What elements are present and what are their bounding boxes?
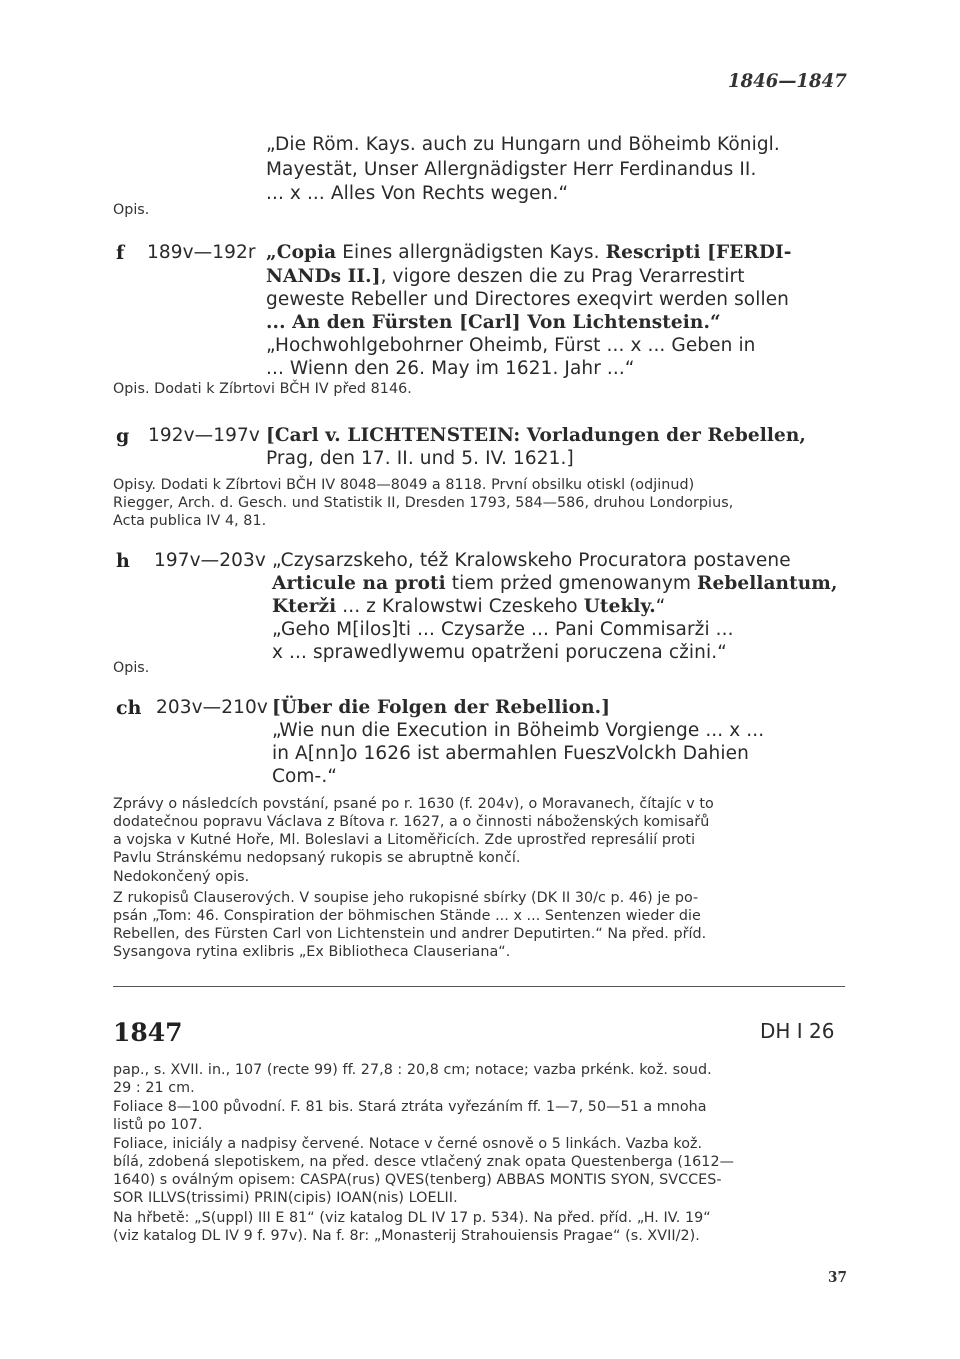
entry-line: [Über die Folgen der Rebellion.] (272, 697, 611, 718)
text: tiem prżed gmenowanym (445, 573, 697, 594)
description-line: Na hřbetě: „S(uppl) III E 81“ (viz katalog DL IV 17 p. 534). Na před. příd. „H. IV. 19“ (113, 1210, 711, 1226)
description-line: pap., s. XVII. in., 107 (recte 99) ff. 27,8 : 20,8 cm; notace; vazba prkénk. kož. soud. (113, 1062, 712, 1078)
quote-line-1: „Die Röm. Kays. auch zu Hungarn und Böheimb Königl. (266, 134, 780, 155)
text: ... z Kralowstwi Czeskeho (336, 596, 584, 617)
folio-range: 192v—197v (148, 425, 260, 446)
opis-label: Opis. (113, 660, 150, 676)
note-line: psán „Tom: 46. Conspiration der böhmischen Stände ... x ... Sentenzen wieder die (113, 908, 701, 924)
description-line: Foliace, iniciály a nadpisy červené. Notace v černé osnově o 5 linkách. Vazba kož. (113, 1136, 703, 1152)
folio-range: 203v—210v (156, 697, 268, 718)
entry-line: ... An den Fürsten [Carl] Von Lichtenstein.“ (266, 312, 721, 333)
text: , vigore deszen die zu Prag Verarrestirt (380, 266, 745, 287)
description-line: bílá, zdobená slepotiskem, na před. desce vtlačený znak opata Questenberga (1612— (113, 1154, 734, 1170)
description-line: listů po 107. (113, 1117, 203, 1133)
opis-label: Opis. (113, 202, 150, 218)
record-number: 1847 (113, 1018, 183, 1047)
entry-line: [Carl v. LICHTENSTEIN: Vorladungen der Rebellen, (266, 425, 806, 446)
entry-line: „Czysarzskeho, též Kralowskeho Procuratora postavene (272, 550, 791, 571)
entry-line: in A[nn]o 1626 ist abermahlen FueszVolckh Dahien (272, 743, 749, 764)
description-line: (viz katalog DL IV 9 f. 97v). Na f. 8r: „Monasterij Strahouiensis Pragae“ (s. XVII/2). (113, 1228, 700, 1244)
opis-note-line: Riegger, Arch. d. Gesch. und Statistik II, Dresden 1793, 584—586, druhou Londorpius, (113, 495, 734, 511)
entry-letter: ch (116, 697, 142, 719)
page-number: 37 (828, 1268, 847, 1286)
entry-letter: g (116, 425, 130, 447)
entry-line: geweste Rebeller und Directores exeqvirt werden sollen (266, 289, 790, 310)
entry-line: „Geho M[ilos]ti ... Czysarže ... Pani Commisarži ... (272, 619, 734, 640)
text: “ (655, 596, 666, 617)
record-signature: DH I 26 (760, 1019, 835, 1043)
bold-text: Articule na proti (272, 573, 446, 594)
description-line: 29 : 21 cm. (113, 1080, 195, 1096)
note-line: Pavlu Stránskému nedopsaný rukopis se abruptně končí. (113, 850, 521, 866)
bold-text: Rebellantum, (696, 573, 838, 594)
bold-text: Rescripti [FERDI- (605, 242, 792, 263)
running-header: 1846—1847 (728, 70, 847, 92)
note-line: Z rukopisů Clauserových. V soupise jeho rukopisné sbírky (DK II 30/c p. 46) je po- (113, 890, 699, 906)
quote-line-3: ... x ... Alles Von Rechts wegen.“ (266, 183, 569, 204)
entry-line (266, 266, 745, 287)
note-line: dodatečnou popravu Václava z Bítova r. 1627, a o činnosti náboženských komisařů (113, 814, 710, 830)
text: Eines allergnädigsten Kays. (336, 242, 606, 263)
opis-note-line: Opisy. Dodati k Zíbrtovi BČH IV 8048—8049 a 8118. První obsilku otiskl (odjinud) (113, 477, 695, 493)
folio-range: 197v—203v (154, 550, 266, 571)
opis-note-line: Acta publica IV 4, 81. (113, 513, 267, 529)
entry-letter: h (116, 550, 130, 572)
note-line: a vojska v Kutné Hoře, Ml. Boleslavi a Litoměřicích. Zde uprostřed represálií proti (113, 832, 696, 848)
bold-text: NANDs II.] (266, 266, 381, 287)
description-line: SOR ILLVS(trissimi) PRIN(cipis) IOAN(nis) LOELII. (113, 1190, 458, 1206)
note-line: Rebellen, des Fürsten Carl von Lichtenstein und andrer Deputirten.“ Na před. příd. (113, 926, 707, 942)
quote-line-2: Mayestät, Unser Allergnädigster Herr Ferdinandus II. (266, 159, 757, 180)
entry-line (272, 596, 665, 617)
entry-line: x ... sprawedlywemu opatrženi poruczena cžini.“ (272, 642, 727, 663)
bold-text: „Copia (266, 242, 337, 263)
bold-text: Utekly. (583, 596, 656, 617)
entry-line: ... Wienn den 26. May im 1621. Jahr ...“ (266, 358, 635, 379)
entry-line: Prag, den 17. II. und 5. IV. 1621.] (266, 448, 574, 469)
description-line: Foliace 8—100 původní. F. 81 bis. Stará ztráta vyřezáním ff. 1—7, 50—51 a mnoha (113, 1099, 707, 1115)
bold-text: Kterži (272, 596, 337, 617)
section-divider (113, 986, 845, 987)
opis-note: Opis. Dodati k Zíbrtovi BČH IV před 8146. (113, 381, 412, 397)
entry-line: „Hochwohlgebohrner Oheimb, Fürst ... x ... Geben in (266, 335, 756, 356)
description-line: 1640) s oválným opisem: CASPA(rus) QVES(tenberg) ABBAS MONTIS SYON, SVCCES- (113, 1172, 722, 1188)
note-line: Nedokončený opis. (113, 869, 250, 885)
note-line: Sysangova rytina exlibris „Ex Bibliotheca Clauseriana“. (113, 944, 511, 960)
entry-line (266, 242, 792, 263)
entry-line (272, 573, 838, 594)
entry-line: Com-.“ (272, 766, 337, 787)
entry-letter: f (116, 242, 125, 264)
entry-line: „Wie nun die Execution in Böheimb Vorgienge ... x ... (272, 720, 765, 741)
folio-range: 189v—192r (147, 242, 256, 263)
note-line: Zprávy o následcích povstání, psané po r. 1630 (f. 204v), o Moravanech, čítajíc v to (113, 796, 714, 812)
